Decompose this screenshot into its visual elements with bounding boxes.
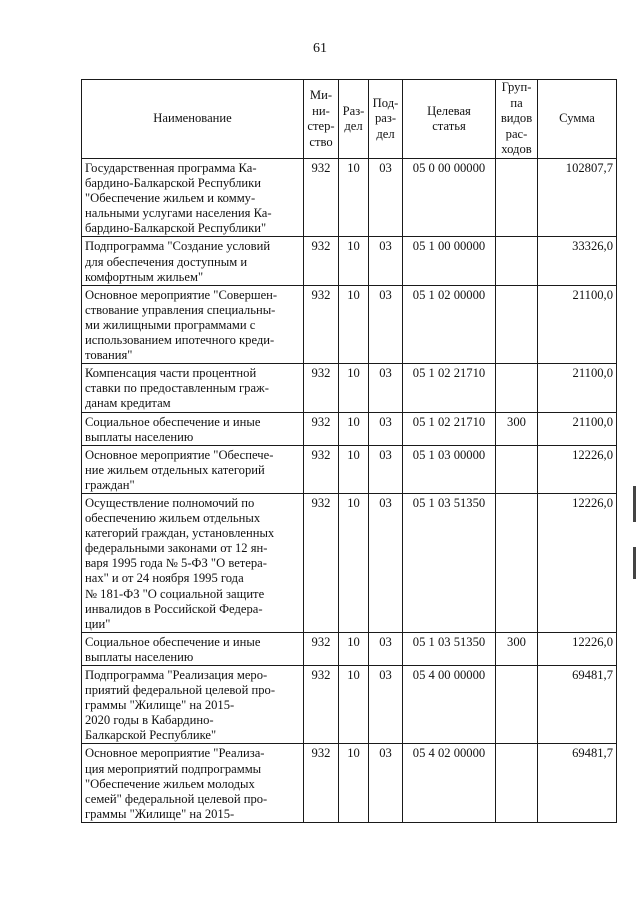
header-name: Наименование bbox=[82, 80, 304, 159]
cell-expense-group bbox=[496, 493, 538, 632]
table-row bbox=[82, 412, 617, 445]
cell-target-item: 05 1 03 51350 bbox=[403, 632, 496, 665]
cell-name: Компенсация части процентной ставки по предоставленным граж- данам кредитам bbox=[82, 364, 304, 412]
cell-ministry: 932 bbox=[304, 666, 339, 744]
cell-sum: 12226,0 bbox=[538, 493, 617, 632]
cell-ministry: 932 bbox=[304, 364, 339, 412]
table-row bbox=[82, 744, 617, 822]
budget-table bbox=[81, 79, 617, 823]
cell-subsection: 03 bbox=[369, 364, 403, 412]
header-sum: Сумма bbox=[538, 80, 617, 159]
cell-expense-group bbox=[496, 237, 538, 285]
cell-section: 10 bbox=[339, 445, 369, 493]
cell-section: 10 bbox=[339, 632, 369, 665]
cell-subsection: 03 bbox=[369, 285, 403, 363]
cell-sum: 21100,0 bbox=[538, 364, 617, 412]
table-row bbox=[82, 237, 617, 285]
header-section: Раз- дел bbox=[339, 80, 369, 159]
cell-name: Осуществление полномочий по обеспечению жильем отдельных категорий граждан, установленных федеральными законами от 12 ян- варя 1995 года № 5-ФЗ "О ветера- нах" и от 24 ноября 1995 года № 181-ФЗ "О социальной защите инвалидов в Российской Федера- ции" bbox=[82, 493, 304, 632]
cell-ministry: 932 bbox=[304, 159, 339, 237]
table-header-row bbox=[82, 80, 617, 159]
cell-expense-group bbox=[496, 285, 538, 363]
cell-target-item: 05 4 00 00000 bbox=[403, 666, 496, 744]
cell-name: Государственная программа Ка- бардино-Балкарской Республики "Обеспечение жильем и комму- нальными услугами населения Ка- бардино-Балкарской Республики" bbox=[82, 159, 304, 237]
cell-name: Основное мероприятие "Реализа- ция мероприятий подпрограммы "Обеспечение жильем молодых семей" федеральной целевой про- граммы "Жилище" на 2015- bbox=[82, 744, 304, 822]
table-row bbox=[82, 285, 617, 363]
cell-sum: 33326,0 bbox=[538, 237, 617, 285]
cell-ministry: 932 bbox=[304, 285, 339, 363]
cell-sum: 69481,7 bbox=[538, 744, 617, 822]
cell-section: 10 bbox=[339, 237, 369, 285]
cell-subsection: 03 bbox=[369, 159, 403, 237]
header-subsection: Под- раз- дел bbox=[369, 80, 403, 159]
header-expense-group: Груп- па видов рас- ходов bbox=[496, 80, 538, 159]
cell-subsection: 03 bbox=[369, 493, 403, 632]
cell-section: 10 bbox=[339, 666, 369, 744]
cell-sum: 12226,0 bbox=[538, 445, 617, 493]
cell-name: Подпрограмма "Реализация меро- приятий федеральной целевой про- граммы "Жилище" на 2015- 2020 годы в Кабардино- Балкарской Республике" bbox=[82, 666, 304, 744]
table-row bbox=[82, 666, 617, 744]
cell-subsection: 03 bbox=[369, 632, 403, 665]
cell-name: Социальное обеспечение и иные выплаты населению bbox=[82, 412, 304, 445]
cell-sum: 12226,0 bbox=[538, 632, 617, 665]
cell-name: Основное мероприятие "Совершен- ствование управления специальны- ми жилищными программами с использованием ипотечного креди- тования" bbox=[82, 285, 304, 363]
page-number: 61 bbox=[313, 41, 327, 56]
cell-ministry: 932 bbox=[304, 445, 339, 493]
cell-target-item: 05 1 03 51350 bbox=[403, 493, 496, 632]
cell-target-item: 05 0 00 00000 bbox=[403, 159, 496, 237]
cell-section: 10 bbox=[339, 493, 369, 632]
cell-sum: 102807,7 bbox=[538, 159, 617, 237]
cell-sum: 21100,0 bbox=[538, 412, 617, 445]
cell-target-item: 05 1 02 21710 bbox=[403, 364, 496, 412]
cell-expense-group bbox=[496, 445, 538, 493]
cell-target-item: 05 1 00 00000 bbox=[403, 237, 496, 285]
cell-ministry: 932 bbox=[304, 493, 339, 632]
table-row bbox=[82, 632, 617, 665]
cell-expense-group bbox=[496, 159, 538, 237]
table-row bbox=[82, 159, 617, 237]
cell-sum: 69481,7 bbox=[538, 666, 617, 744]
cell-name: Основное мероприятие "Обеспече- ние жильем отдельных категорий граждан" bbox=[82, 445, 304, 493]
cell-expense-group: 300 bbox=[496, 412, 538, 445]
cell-target-item: 05 1 02 21710 bbox=[403, 412, 496, 445]
cell-section: 10 bbox=[339, 412, 369, 445]
cell-ministry: 932 bbox=[304, 237, 339, 285]
cell-subsection: 03 bbox=[369, 237, 403, 285]
cell-subsection: 03 bbox=[369, 445, 403, 493]
scan-edge-mark bbox=[633, 486, 636, 522]
cell-expense-group bbox=[496, 666, 538, 744]
table-row bbox=[82, 364, 617, 412]
cell-subsection: 03 bbox=[369, 744, 403, 822]
cell-ministry: 932 bbox=[304, 632, 339, 665]
cell-target-item: 05 4 02 00000 bbox=[403, 744, 496, 822]
cell-expense-group bbox=[496, 364, 538, 412]
cell-name: Социальное обеспечение и иные выплаты населению bbox=[82, 632, 304, 665]
cell-section: 10 bbox=[339, 159, 369, 237]
scan-edge-mark bbox=[633, 547, 636, 579]
cell-expense-group: 300 bbox=[496, 632, 538, 665]
cell-ministry: 932 bbox=[304, 412, 339, 445]
table-row bbox=[82, 445, 617, 493]
cell-target-item: 05 1 03 00000 bbox=[403, 445, 496, 493]
cell-subsection: 03 bbox=[369, 412, 403, 445]
cell-ministry: 932 bbox=[304, 744, 339, 822]
header-ministry: Ми- ни- стер- ство bbox=[304, 80, 339, 159]
cell-target-item: 05 1 02 00000 bbox=[403, 285, 496, 363]
cell-expense-group bbox=[496, 744, 538, 822]
cell-subsection: 03 bbox=[369, 666, 403, 744]
cell-sum: 21100,0 bbox=[538, 285, 617, 363]
cell-section: 10 bbox=[339, 285, 369, 363]
cell-name: Подпрограмма "Создание условий для обеспечения доступным и комфортным жильем" bbox=[82, 237, 304, 285]
table-row bbox=[82, 493, 617, 632]
header-target-item: Целевая статья bbox=[403, 80, 496, 159]
cell-section: 10 bbox=[339, 744, 369, 822]
cell-section: 10 bbox=[339, 364, 369, 412]
